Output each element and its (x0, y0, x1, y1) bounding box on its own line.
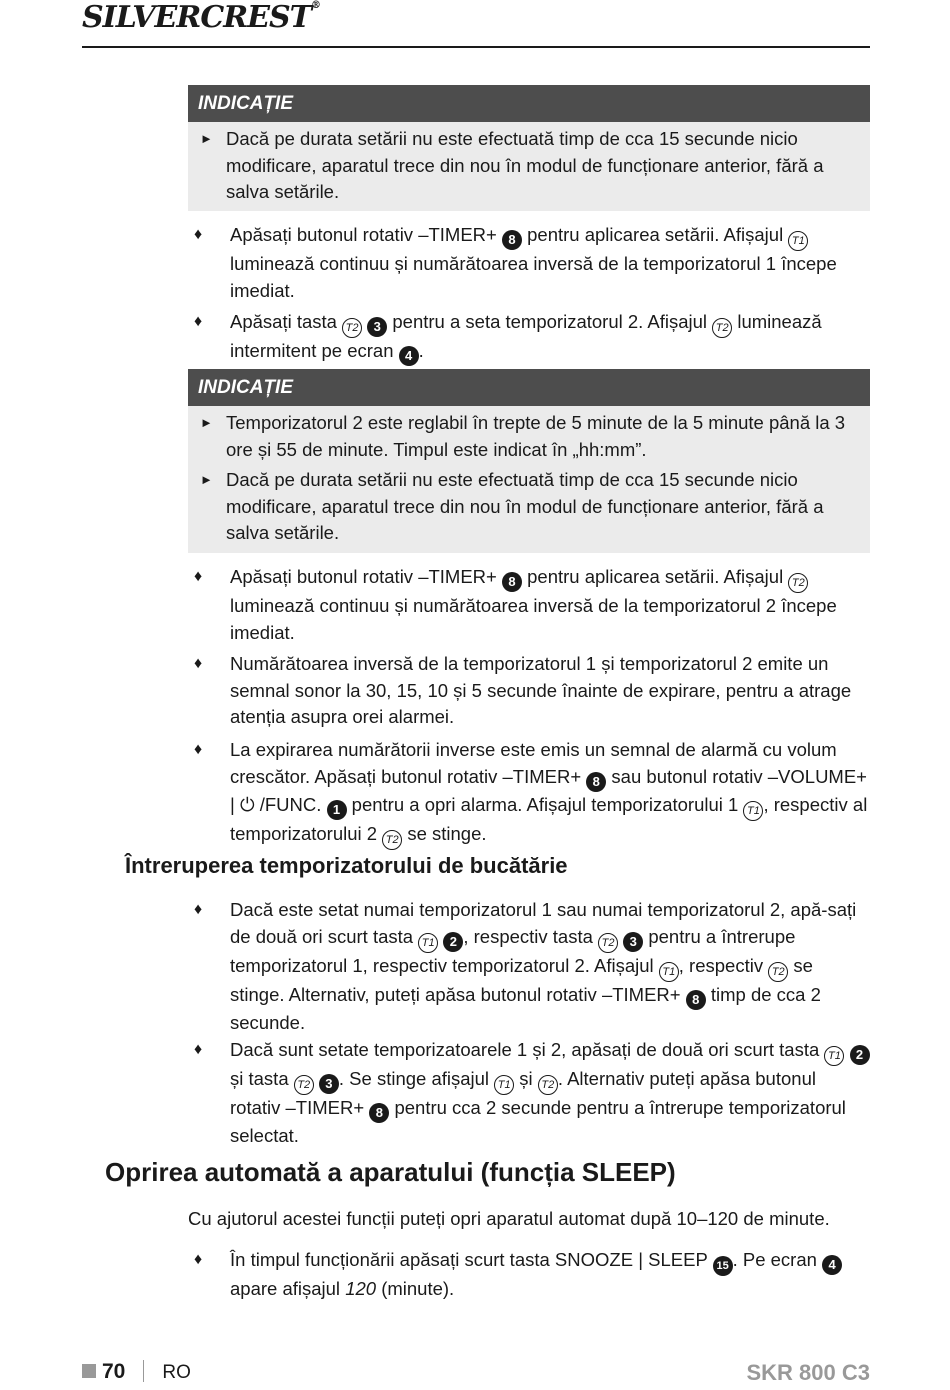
list-item: ♦ În timpul funcționării apăsați scurt tasta SNOOZE | SLEEP 15 . Pe ecran 4 apare afișajul 120 (minute). (194, 1247, 870, 1303)
arrow-icon: ► (200, 472, 213, 487)
t1-icon: T1 (743, 801, 763, 821)
display-value: 120 (345, 1278, 377, 1299)
badge-1: 1 (327, 800, 347, 820)
diamond-bullet-icon: ♦ (194, 901, 203, 918)
diamond-bullet-icon: ♦ (194, 1251, 203, 1268)
diamond-bullet-icon: ♦ (194, 568, 203, 585)
diamond-bullet-icon: ♦ (194, 226, 203, 243)
t1-icon: T1 (788, 231, 808, 251)
badge-2: 2 (850, 1045, 870, 1065)
arrow-icon: ► (200, 131, 213, 146)
t2-icon: T2 (768, 962, 788, 982)
note-title: INDICAȚIE (188, 369, 870, 406)
square-marker-icon (82, 1364, 96, 1378)
section-heading: Oprirea automată a aparatului (funcția SLEEP) (105, 1157, 676, 1187)
intro-paragraph: Cu ajutorul acestei funcții puteți opri aparatul automat după 10–120 de minute. (188, 1208, 830, 1229)
list-item: ♦ Apăsați butonul rotativ –TIMER+ 8 pentru aplicarea setării. Afișajul T1 luminează continuu și numărătoarea inversă de la temporizatorul 1 începe imediat. (194, 224, 837, 301)
t2-icon: T2 (598, 933, 618, 953)
badge-4: 4 (822, 1255, 842, 1275)
note-box-1 (188, 85, 870, 211)
section-heading: Întreruperea temporizatorului de bucătărie (125, 853, 568, 878)
note-item: ► Dacă pe durata setării nu este efectuată timp de cca 15 secunde nicio modificare, aparatul trece din nou în modul de funcționare anterior, fără a salva setările. (200, 128, 824, 202)
note-item: ► Temporizatorul 2 este reglabil în trepte de 5 minute de la 5 minute până la 3 ore și 55 de minute. Timpul este indicat în „hh:mm”. (200, 412, 846, 460)
t2-icon: T2 (342, 318, 362, 338)
badge-2: 2 (443, 932, 463, 952)
t1-icon: T1 (824, 1046, 844, 1066)
t1-icon: T1 (659, 962, 679, 982)
badge-8: 8 (686, 990, 706, 1010)
t1-icon: T1 (494, 1075, 514, 1095)
t1-icon: T1 (418, 933, 438, 953)
badge-8: 8 (502, 572, 522, 592)
arrow-icon: ► (200, 415, 213, 430)
badge-8: 8 (369, 1103, 389, 1123)
list-item: ♦ Dacă este setat numai temporizatorul 1 sau numai temporizatorul 2, apă-sați de două ori scurt tasta T1 2 , respectiv tasta T2 3 pentru a întrerupe temporizatorul 1, respectiv temporizatorul 2. Afișajul T1 , respectiv T2 se stinge. Alternativ, puteți apăsa butonul rotativ –TIMER+ 8 timp de cca 2 secunde. (194, 899, 857, 1033)
page-number: 70 (102, 1360, 126, 1383)
badge-3: 3 (319, 1074, 339, 1094)
language-code: RO (162, 1362, 191, 1383)
brand-logo: SILVERCREST® (82, 0, 320, 35)
t2-icon: T2 (294, 1075, 314, 1095)
diamond-bullet-icon: ♦ (194, 313, 203, 330)
note-item: ► Dacă pe durata setării nu este efectuată timp de cca 15 secunde nicio modificare, aparatul trece din nou în modul de funcționare anterior, fără a salva setările. (200, 469, 824, 543)
model-number: SKR 800 C3 (746, 1360, 870, 1385)
list-item: ♦ La expirarea numărătorii inverse este emis un semnal de alarmă cu volum crescător. Apăsați butonul rotativ –TIMER+ 8 sau butonul rotativ –VOLUME+ | ⏻ /FUNC. 1 pentru a opri alarma. Afișajul temporizatorului 1 T1 , respectiv al temporizatorului 2 T2 se stinge. (194, 737, 870, 850)
badge-15: 15 (713, 1256, 733, 1276)
t2-icon: T2 (712, 318, 732, 338)
divider (143, 1360, 144, 1382)
badge-3: 3 (367, 317, 387, 337)
t2-icon: T2 (538, 1075, 558, 1095)
diamond-bullet-icon: ♦ (194, 741, 203, 758)
badge-4: 4 (399, 346, 419, 366)
list-item: ♦ Apăsați butonul rotativ –TIMER+ 8 pentru aplicarea setării. Afișajul T2 luminează continuu și numărătoarea inversă de la temporizatorul 2 începe imediat. (194, 566, 837, 643)
t2-icon: T2 (382, 830, 402, 850)
list-item: ♦ Dacă sunt setate temporizatoarele 1 și 2, apăsați de două ori scurt tasta T1 2 și tasta T2 3 . Se stinge afișajul T1 și T2 . Alternativ puteți apăsa butonul rotativ –TIMER+ 8 pentru cca 2 secunde pentru a întrerupe temporizatorul selectat. (194, 1037, 870, 1150)
list-item: ♦ Numărătoarea inversă de la temporizatorul 1 și temporizatorul 2 emite un semnal sonor la 30, 15, 10 și 5 secunde înainte de expirare, pentru a atrage atenția asupra orei alarmei. (194, 653, 852, 727)
badge-8: 8 (502, 230, 522, 250)
list-item: ♦ Apăsați tasta T2 3 pentru a seta temporizatorul 2. Afișajul T2 luminează intermitent pe ecran 4 . (194, 309, 870, 366)
note-title: INDICAȚIE (188, 85, 870, 122)
note-box-2 (188, 369, 870, 553)
t2-icon: T2 (788, 573, 808, 593)
badge-8: 8 (586, 772, 606, 792)
diamond-bullet-icon: ♦ (194, 1041, 203, 1058)
badge-3: 3 (623, 932, 643, 952)
header-rule (82, 46, 870, 48)
diamond-bullet-icon: ♦ (194, 655, 203, 672)
